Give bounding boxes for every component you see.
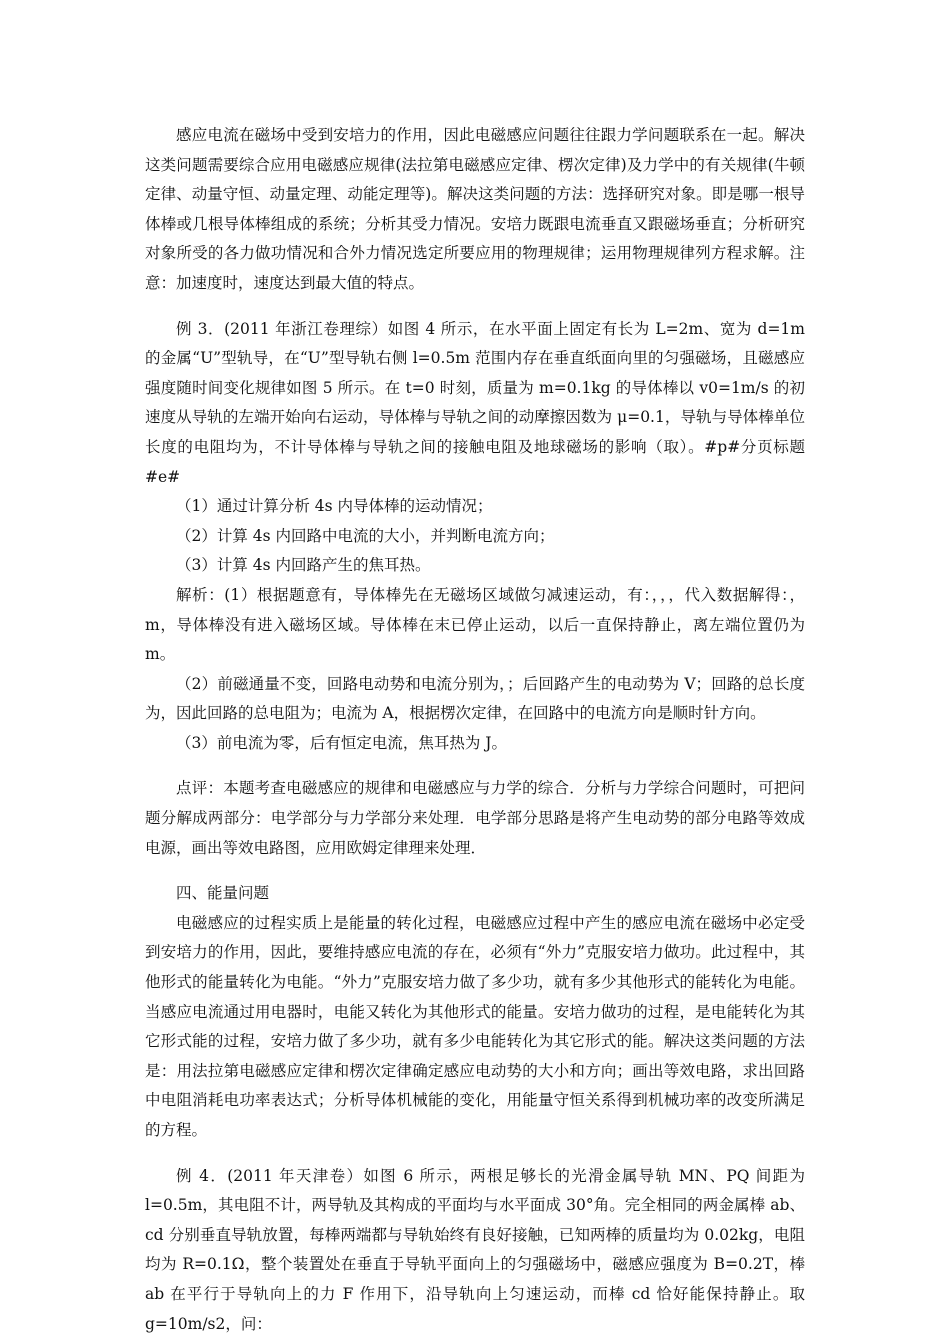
example-3-comment: 点评：本题考查电磁感应的规律和电磁感应与力学的综合．分析与力学综合问题时，可把问题分解成两部分：电学部分与力学部分来处理．电学部分思路是将产生电动势的部分电路等效成电源，画出等效电路图，应用欧姆定律理来处理． [145,779,805,857]
example-3-statement: 例 3．(2011 年浙江卷理综）如图 4 所示，在水平面上固定有长为 L=2m、宽为 d=1m 的金属“U”型轨导，在“U”型导轨右侧 l=0.5m 范围内存在垂直纸面向里的匀强磁场，且磁感应强度随时间变化规律如图 5 所示。在 t=0 时刻，质量为 m=0.1kg 的导体棒以 v0=1m/s 的初速度从导轨的左端开始向右运动，导体棒与导轨之间的动摩擦因数为 μ=0.1，导轨与导体棒单位长度的电阻均为，不计导体棒与导轨之间的接触电阻及地球磁场的影响（取）。#p#分页标题#e# [145,319,805,486]
document-page [145,121,805,1339]
section-4-heading: 四、能量问题 [176,884,270,903]
paragraph-spacer [145,1146,805,1162]
intro-paragraph: 感应电流在磁场中受到安培力的作用，因此电磁感应问题往往跟力学问题联系在一起。解决这类问题需要综合应用电磁感应规律(法拉第电磁感应定律、楞次定律)及力学中的有关规律(牛顿定律、动量守恒、动量定理、动能定理等)。解决这类问题的方法：选择研究对象。即是哪一根导体棒或几根导体棒组成的系统；分析其受力情况。安培力既跟电流垂直又跟磁场垂直；分析研究对象所受的各力做功情况和合外力情况选定所要应用的物理规律；运用物理规律列方程求解。注意：加速度时，速度达到最大值的特点。 [145,126,805,292]
paragraph-spacer [145,758,805,774]
example-3-question-1: （1）通过计算分析 4s 内导体棒的运动情况； [176,497,493,516]
example-3-question-3: （3）计算 4s 内回路产生的焦耳热。 [176,556,431,575]
example-3-solution-3: （3）前电流为零，后有恒定电流，焦耳热为 J。 [176,733,508,752]
example-3-solution-1: 解析：(1）根据题意有，导体棒先在无磁场区域做匀减速运动，有：，，，代入数据解得：，m，导体棒没有进入磁场区域。导体棒在末已停止运动，以后一直保持静止，离左端位置仍为 m。 [145,585,805,664]
example-3-question-2: （2）计算 4s 内回路中电流的大小，并判断电流方向； [176,526,555,545]
section-4-paragraph: 电磁感应的过程实质上是能量的转化过程，电磁感应过程中产生的感应电流在磁场中必定受到安培力的作用，因此，要维持感应电流的存在，必须有“外力”克服安培力做功。此过程中，其他形式的能量转化为电能。“外力”克服安培力做了多少功，就有多少其他形式的能转化为电能。当感应电流通过用电器时，电能又转化为其他形式的能量。安培力做功的过程，是电能转化为其它形式能的过程，安培力做了多少功，就有多少电能转化为其它形式的能。解决这类问题的方法是：用法拉第电磁感应定律和楞次定律确定感应电动势的大小和方向；画出等效电路，求出回路中电阻消耗电功率表达式；分析导体机械能的变化，用能量守恒关系得到机械功率的改变所满足的方程。 [145,913,805,1139]
paragraph-spacer [145,299,805,315]
example-4-statement: 例 4．(2011 年天津卷）如图 6 所示，两根足够长的光滑金属导轨 MN、PQ 间距为 l=0.5m，其电阻不计，两导轨及其构成的平面均与水平面成 30°角。完全相同的两金属棒 ab、cd 分别垂直导轨放置，每棒两端都与导轨始终有良好接触，已知两棒的质量均为 0.02kg，电阻均为 R=0.1Ω，整个装置处在垂直于导轨平面向上的匀强磁场中，磁感应强度为 B=0.2T，棒 ab 在平行于导轨向上的力 F 作用下，沿导轨向上匀速运动，而棒 cd 恰好能保持静止。取 g=10m/s2，问： [145,1166,805,1333]
paragraph-spacer [145,863,805,879]
example-3-solution-2: （2）前磁通量不变，回路电动势和电流分别为，；后回路产生的电动势为 V；回路的总长度为，因此回路的总电阻为；电流为 A，根据楞次定律，在回路中的电流方向是顺时针方向。 [145,674,805,723]
